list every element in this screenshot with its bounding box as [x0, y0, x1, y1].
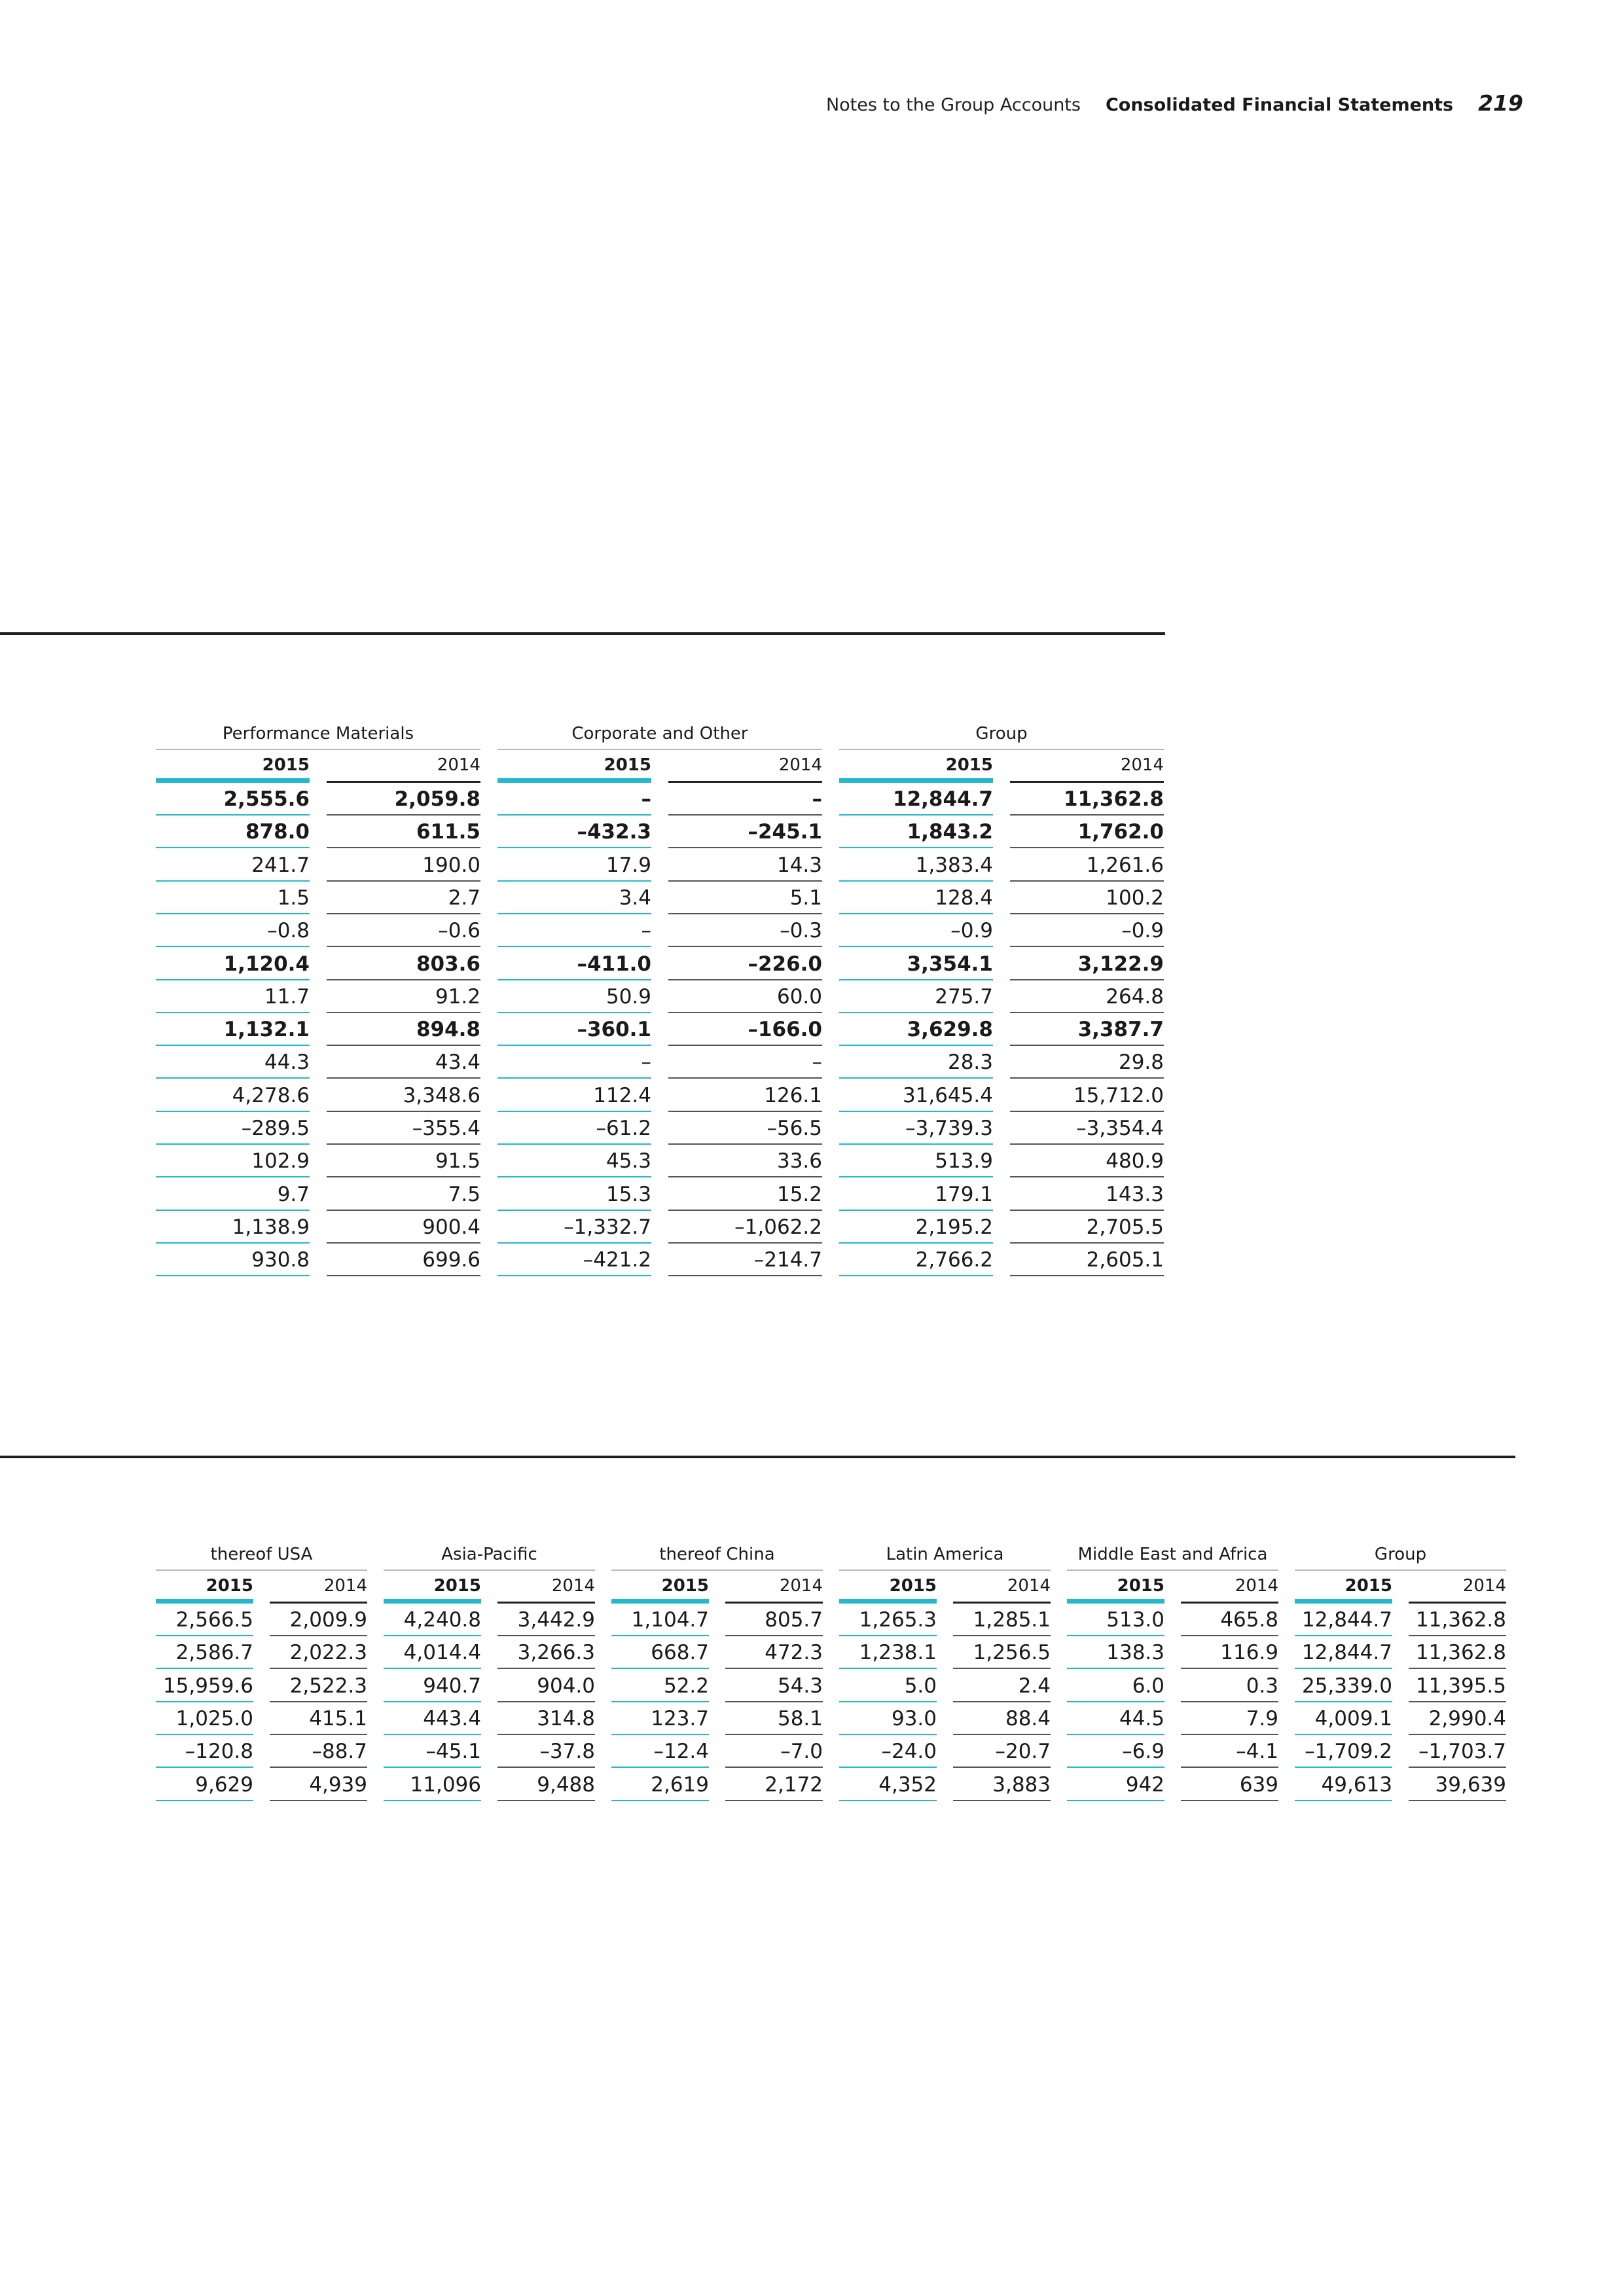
- year-header: 2014: [1181, 1571, 1278, 1604]
- table-cell: 112.4: [497, 1079, 651, 1112]
- table-cell: 2,566.5: [156, 1604, 253, 1636]
- table-cell: 2,195.2: [839, 1211, 993, 1244]
- table-cell: –: [497, 1046, 651, 1079]
- table-cell: 275.7: [839, 980, 993, 1013]
- table-cell: 0.3: [1181, 1670, 1278, 1702]
- table-cell: 1,383.4: [839, 849, 993, 882]
- section-rule-top: [0, 632, 1165, 635]
- table-cell: 1,025.0: [156, 1702, 253, 1735]
- table-cell: 11,096: [384, 1768, 481, 1801]
- table-cell: 11.7: [156, 980, 310, 1013]
- table-cell: 2,766.2: [839, 1244, 993, 1276]
- table-row: [156, 1046, 1166, 1079]
- table-cell: –0.9: [1010, 914, 1164, 947]
- table-cell: 3,348.6: [327, 1079, 480, 1112]
- table-cell: –24.0: [839, 1735, 937, 1768]
- regional-table: [156, 1532, 1515, 1806]
- table-cell: 11,362.8: [1010, 783, 1164, 816]
- table-row: [156, 783, 1166, 816]
- table-cell: 4,278.6: [156, 1079, 310, 1112]
- table-cell: 3,442.9: [497, 1604, 595, 1636]
- table-cell: 513.9: [839, 1145, 993, 1177]
- table-cell: 60.0: [668, 980, 822, 1013]
- year-header: 2014: [497, 1571, 595, 1604]
- table-cell: 2,555.6: [156, 783, 310, 816]
- table-cell: 2,059.8: [327, 783, 480, 816]
- table-cell: 2,522.3: [270, 1670, 367, 1702]
- section-name: Notes to the Group Accounts: [825, 95, 1081, 115]
- table-cell: –0.9: [839, 914, 993, 947]
- year-header: 2015: [497, 750, 651, 783]
- table-cell: 7.5: [327, 1178, 480, 1211]
- table-cell: 1,285.1: [953, 1604, 1051, 1636]
- table-cell: 2,605.1: [1010, 1244, 1164, 1276]
- table-cell: 1,261.6: [1010, 849, 1164, 882]
- table-cell: 5.1: [668, 882, 822, 914]
- table-cell: –355.4: [327, 1112, 480, 1145]
- table-cell: 15.3: [497, 1178, 651, 1211]
- table-cell: 88.4: [953, 1702, 1051, 1735]
- table-cell: 11,362.8: [1409, 1636, 1506, 1669]
- table-cell: –: [497, 783, 651, 816]
- table-cell: 2.4: [953, 1670, 1051, 1702]
- table-cell: 14.3: [668, 849, 822, 882]
- table-cell: –20.7: [953, 1735, 1051, 1768]
- table-cell: 2,705.5: [1010, 1211, 1164, 1244]
- column-group-header: [611, 1532, 823, 1571]
- table-cell: 2,619: [611, 1768, 709, 1801]
- table-cell: 93.0: [839, 1702, 937, 1735]
- table-cell: 3.4: [497, 882, 651, 914]
- column-group-label: thereof China: [659, 1545, 775, 1564]
- table-row: [156, 1735, 1515, 1768]
- table-cell: –360.1: [497, 1013, 651, 1046]
- table-cell: 878.0: [156, 816, 310, 848]
- table-cell: 17.9: [497, 849, 651, 882]
- table-cell: 3,122.9: [1010, 948, 1164, 980]
- table-cell: 45.3: [497, 1145, 651, 1177]
- column-group-label: Performance Materials: [222, 724, 414, 744]
- table-row: [156, 849, 1166, 882]
- table-cell: 1.5: [156, 882, 310, 914]
- table-row: [156, 914, 1166, 947]
- table-cell: 102.9: [156, 1145, 310, 1177]
- table-cell: –7.0: [725, 1735, 823, 1768]
- table-cell: –0.6: [327, 914, 480, 947]
- table-cell: 2,990.4: [1409, 1702, 1506, 1735]
- table-row: [156, 1604, 1515, 1636]
- table-cell: –0.8: [156, 914, 310, 947]
- year-header: 2015: [839, 750, 993, 783]
- column-group-header: [839, 711, 1164, 750]
- table-cell: 1,120.4: [156, 948, 310, 980]
- table-cell: 264.8: [1010, 980, 1164, 1013]
- column-group-header: [1295, 1532, 1506, 1571]
- year-header: 2015: [839, 1571, 937, 1604]
- table-cell: 2.7: [327, 882, 480, 914]
- table-cell: –411.0: [497, 948, 651, 980]
- table-cell: 1,843.2: [839, 816, 993, 848]
- table-cell: 2,172: [725, 1768, 823, 1801]
- table-cell: 668.7: [611, 1636, 709, 1669]
- table-cell: 33.6: [668, 1145, 822, 1177]
- year-header: 2014: [668, 750, 822, 783]
- table-cell: 480.9: [1010, 1145, 1164, 1177]
- table-cell: 9.7: [156, 1178, 310, 1211]
- year-header: 2015: [1067, 1571, 1164, 1604]
- table-cell: 190.0: [327, 849, 480, 882]
- year-header-row: [156, 1571, 1515, 1604]
- table-cell: 29.8: [1010, 1046, 1164, 1079]
- table-cell: 241.7: [156, 849, 310, 882]
- table-row: [156, 1670, 1515, 1702]
- table-cell: 1,265.3: [839, 1604, 937, 1636]
- table-cell: –0.3: [668, 914, 822, 947]
- table-cell: 699.6: [327, 1244, 480, 1276]
- table-cell: –245.1: [668, 816, 822, 848]
- table-cell: 900.4: [327, 1211, 480, 1244]
- column-group-header: [497, 711, 822, 750]
- column-group-label: Middle East and Africa: [1077, 1545, 1268, 1564]
- table-cell: 894.8: [327, 1013, 480, 1046]
- table-cell: 49,613: [1295, 1768, 1392, 1801]
- table-cell: 465.8: [1181, 1604, 1278, 1636]
- table-row: [156, 1079, 1166, 1112]
- table-row: [156, 1112, 1166, 1145]
- table-cell: 1,138.9: [156, 1211, 310, 1244]
- table-cell: 4,240.8: [384, 1604, 481, 1636]
- table-cell: 2,586.7: [156, 1636, 253, 1669]
- column-group-header: [384, 1532, 595, 1571]
- column-group-header: [156, 711, 480, 750]
- table-cell: 3,883: [953, 1768, 1051, 1801]
- table-cell: 1,256.5: [953, 1636, 1051, 1669]
- table-cell: –1,709.2: [1295, 1735, 1392, 1768]
- table-cell: 2,009.9: [270, 1604, 367, 1636]
- table-cell: 52.2: [611, 1670, 709, 1702]
- year-header: 2015: [1295, 1571, 1392, 1604]
- table-cell: 128.4: [839, 882, 993, 914]
- column-group-header: [1067, 1532, 1278, 1571]
- year-header: 2014: [327, 750, 480, 783]
- table-cell: 25,339.0: [1295, 1670, 1392, 1702]
- table-cell: 9,488: [497, 1768, 595, 1801]
- table-cell: 611.5: [327, 816, 480, 848]
- table-cell: 930.8: [156, 1244, 310, 1276]
- table-cell: 639: [1181, 1768, 1278, 1801]
- year-header: 2014: [953, 1571, 1051, 1604]
- table-cell: 6.0: [1067, 1670, 1164, 1702]
- table-cell: –12.4: [611, 1735, 709, 1768]
- year-header: 2015: [156, 750, 310, 783]
- table-cell: 50.9: [497, 980, 651, 1013]
- table-cell: 904.0: [497, 1670, 595, 1702]
- section-rule-bottom: [0, 1456, 1515, 1458]
- table-cell: –3,354.4: [1010, 1112, 1164, 1145]
- table-cell: 58.1: [725, 1702, 823, 1735]
- table-cell: 3,266.3: [497, 1636, 595, 1669]
- table-cell: –421.2: [497, 1244, 651, 1276]
- table-cell: 44.5: [1067, 1702, 1164, 1735]
- table-cell: 803.6: [327, 948, 480, 980]
- table-cell: –4.1: [1181, 1735, 1278, 1768]
- table-cell: 15.2: [668, 1178, 822, 1211]
- table-cell: 91.5: [327, 1145, 480, 1177]
- table-cell: 3,354.1: [839, 948, 993, 980]
- year-header: 2014: [1409, 1571, 1506, 1604]
- table-cell: 11,395.5: [1409, 1670, 1506, 1702]
- table-cell: 4,009.1: [1295, 1702, 1392, 1735]
- table-row: [156, 1768, 1515, 1801]
- table-cell: –: [668, 1046, 822, 1079]
- table-cell: 12,844.7: [839, 783, 993, 816]
- table-cell: –1,703.7: [1409, 1735, 1506, 1768]
- table-cell: 12,844.7: [1295, 1636, 1392, 1669]
- table-row: [156, 1702, 1515, 1735]
- table-row: [156, 1636, 1515, 1669]
- table-cell: 15,712.0: [1010, 1079, 1164, 1112]
- table-cell: –61.2: [497, 1112, 651, 1145]
- table-cell: 472.3: [725, 1636, 823, 1669]
- table-row: [156, 1145, 1166, 1177]
- table-cell: 100.2: [1010, 882, 1164, 914]
- table-cell: 43.4: [327, 1046, 480, 1079]
- table-cell: 123.7: [611, 1702, 709, 1735]
- table-cell: 91.2: [327, 980, 480, 1013]
- table-row: [156, 1244, 1166, 1276]
- table-cell: 415.1: [270, 1702, 367, 1735]
- table-cell: –289.5: [156, 1112, 310, 1145]
- year-header: 2014: [270, 1571, 367, 1604]
- table-cell: 39,639: [1409, 1768, 1506, 1801]
- table-cell: –56.5: [668, 1112, 822, 1145]
- column-group-header: [839, 1532, 1051, 1571]
- table-cell: 314.8: [497, 1702, 595, 1735]
- document-title: Consolidated Financial Statements: [1105, 95, 1454, 115]
- year-header-row: [156, 750, 1166, 783]
- column-group-label: Asia-Pacific: [441, 1545, 537, 1564]
- table-cell: 44.3: [156, 1046, 310, 1079]
- table-row: [156, 1178, 1166, 1211]
- table-cell: 15,959.6: [156, 1670, 253, 1702]
- table-cell: –214.7: [668, 1244, 822, 1276]
- table-cell: 138.3: [1067, 1636, 1164, 1669]
- column-group-label: Corporate and Other: [571, 724, 748, 744]
- table-row: [156, 948, 1166, 980]
- table-cell: 54.3: [725, 1670, 823, 1702]
- table-cell: 4,352: [839, 1768, 937, 1801]
- table-cell: 805.7: [725, 1604, 823, 1636]
- table-cell: 1,132.1: [156, 1013, 310, 1046]
- table-cell: 4,939: [270, 1768, 367, 1801]
- table-cell: 5.0: [839, 1670, 937, 1702]
- page-header: [826, 90, 1523, 116]
- column-group-label: Group: [975, 724, 1028, 744]
- table-cell: –166.0: [668, 1013, 822, 1046]
- table-cell: –432.3: [497, 816, 651, 848]
- table-cell: 11,362.8: [1409, 1604, 1506, 1636]
- year-header: 2015: [384, 1571, 481, 1604]
- table-cell: –3,739.3: [839, 1112, 993, 1145]
- year-header: 2015: [156, 1571, 253, 1604]
- table-cell: 28.3: [839, 1046, 993, 1079]
- table-cell: –1,332.7: [497, 1211, 651, 1244]
- table-cell: –88.7: [270, 1735, 367, 1768]
- table-cell: 116.9: [1181, 1636, 1278, 1669]
- column-group-header: [156, 1532, 367, 1571]
- table-cell: 3,629.8: [839, 1013, 993, 1046]
- table-cell: 7.9: [1181, 1702, 1278, 1735]
- table-cell: –37.8: [497, 1735, 595, 1768]
- table-cell: 940.7: [384, 1670, 481, 1702]
- page-number: 219: [1478, 90, 1523, 116]
- column-group-label: Group: [1374, 1545, 1427, 1564]
- table-cell: 31,645.4: [839, 1079, 993, 1112]
- year-header: 2014: [1010, 750, 1164, 783]
- table-row: [156, 1211, 1166, 1244]
- year-header: 2014: [725, 1571, 823, 1604]
- table-cell: 513.0: [1067, 1604, 1164, 1636]
- table-cell: 3,387.7: [1010, 1013, 1164, 1046]
- table-row: [156, 882, 1166, 914]
- column-group-label: thereof USA: [210, 1545, 313, 1564]
- column-group-label: Latin America: [886, 1545, 1004, 1564]
- table-cell: –226.0: [668, 948, 822, 980]
- table-cell: 126.1: [668, 1079, 822, 1112]
- table-cell: 942: [1067, 1768, 1164, 1801]
- table-cell: –: [668, 783, 822, 816]
- table-row: [156, 980, 1166, 1013]
- table-cell: –120.8: [156, 1735, 253, 1768]
- table-cell: 9,629: [156, 1768, 253, 1801]
- table-cell: –6.9: [1067, 1735, 1164, 1768]
- year-header: 2015: [611, 1571, 709, 1604]
- table-cell: 4,014.4: [384, 1636, 481, 1669]
- table-cell: 12,844.7: [1295, 1604, 1392, 1636]
- table-cell: 1,762.0: [1010, 816, 1164, 848]
- table-cell: 1,238.1: [839, 1636, 937, 1669]
- table-cell: 179.1: [839, 1178, 993, 1211]
- table-cell: –: [497, 914, 651, 947]
- table-row: [156, 816, 1166, 848]
- table-cell: –1,062.2: [668, 1211, 822, 1244]
- table-row: [156, 1013, 1166, 1046]
- table-cell: 443.4: [384, 1702, 481, 1735]
- table-cell: –45.1: [384, 1735, 481, 1768]
- segment-table: [156, 711, 1166, 1274]
- table-cell: 2,022.3: [270, 1636, 367, 1669]
- table-cell: 143.3: [1010, 1178, 1164, 1211]
- table-cell: 1,104.7: [611, 1604, 709, 1636]
